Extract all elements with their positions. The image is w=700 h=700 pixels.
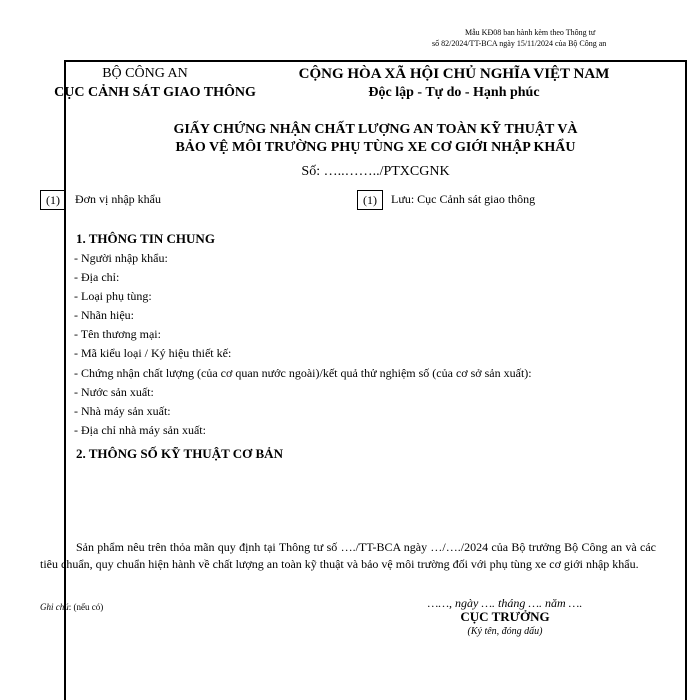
- republic-name: CỘNG HÒA XÃ HỘI CHỦ NGHĨA VIỆT NAM: [298, 66, 610, 82]
- note-label: Ghi chú: [40, 602, 69, 612]
- form-note-line1: Mẫu KĐ08 ban hành kèm theo Thông tư: [465, 28, 596, 37]
- field-quality-certificate: - Chứng nhận chất lượng (của cơ quan nước ngoài)/kết quả thử nghiệm số (của cơ sở sản xuất):: [74, 366, 532, 380]
- document-number: Số: …..……../PTXCGNK: [301, 164, 450, 179]
- field-trade-name: - Tên thương mại:: [74, 327, 161, 341]
- field-address: - Địa chỉ:: [74, 270, 120, 284]
- field-factory: - Nhà máy sản xuất:: [74, 404, 171, 418]
- ministry-name: BỘ CÔNG AN: [102, 66, 188, 81]
- conformity-statement: Sản phẩm nêu trên thỏa mãn quy định tại Thông tư số …./TT-BCA ngày …/…./2024 của Bộ trưởng Bộ Công an và các tiêu chuẩn, quy chuẩn hiện hành về chất lượng an toàn kỹ thuật và bảo vệ môi trường đối với phụ tùng xe cơ giới nhập khẩu.: [40, 540, 656, 571]
- signature-hint: (Ký tên, đóng dấu): [467, 626, 543, 637]
- copy-marker-right: (1): [357, 190, 383, 210]
- copy-label-left: Đơn vị nhập khẩu: [75, 192, 161, 206]
- signature-title: CỤC TRƯỞNG: [460, 609, 550, 624]
- section1-heading: 1. THÔNG TIN CHUNG: [76, 231, 215, 246]
- copy-label-right: Lưu: Cục Cảnh sát giao thông: [391, 192, 536, 206]
- motto: Độc lập - Tự do - Hạnh phúc: [368, 85, 540, 100]
- field-country: - Nước sản xuất:: [74, 385, 154, 399]
- form-note-line2: số 82/2024/TT-BCA ngày 15/11/2024 của Bộ Công an: [432, 39, 607, 48]
- note: [40, 602, 103, 612]
- copy-marker-left: (1): [40, 190, 66, 210]
- field-part-type: - Loại phụ tùng:: [74, 289, 152, 303]
- field-brand: - Nhãn hiệu:: [74, 308, 134, 322]
- document-title-line2: BẢO VỆ MÔI TRƯỜNG PHỤ TÙNG XE CƠ GIỚI NHẬP KHẨU: [175, 140, 576, 155]
- document-title-line1: GIẤY CHỨNG NHẬN CHẤT LƯỢNG AN TOÀN KỸ THUẬT VÀ: [173, 122, 578, 137]
- field-importer: - Người nhập khẩu:: [74, 251, 168, 265]
- signature-date-line: ……, ngày …. tháng …. năm ….: [427, 596, 583, 610]
- section2-heading: 2. THÔNG SỐ KỸ THUẬT CƠ BẢN: [76, 446, 283, 461]
- field-model-code: - Mã kiểu loại / Ký hiệu thiết kế:: [74, 346, 232, 360]
- note-text: : (nếu có): [68, 602, 104, 612]
- department-name: CỤC CẢNH SÁT GIAO THÔNG: [54, 85, 256, 100]
- field-factory-address: - Địa chỉ nhà máy sản xuất:: [74, 423, 206, 437]
